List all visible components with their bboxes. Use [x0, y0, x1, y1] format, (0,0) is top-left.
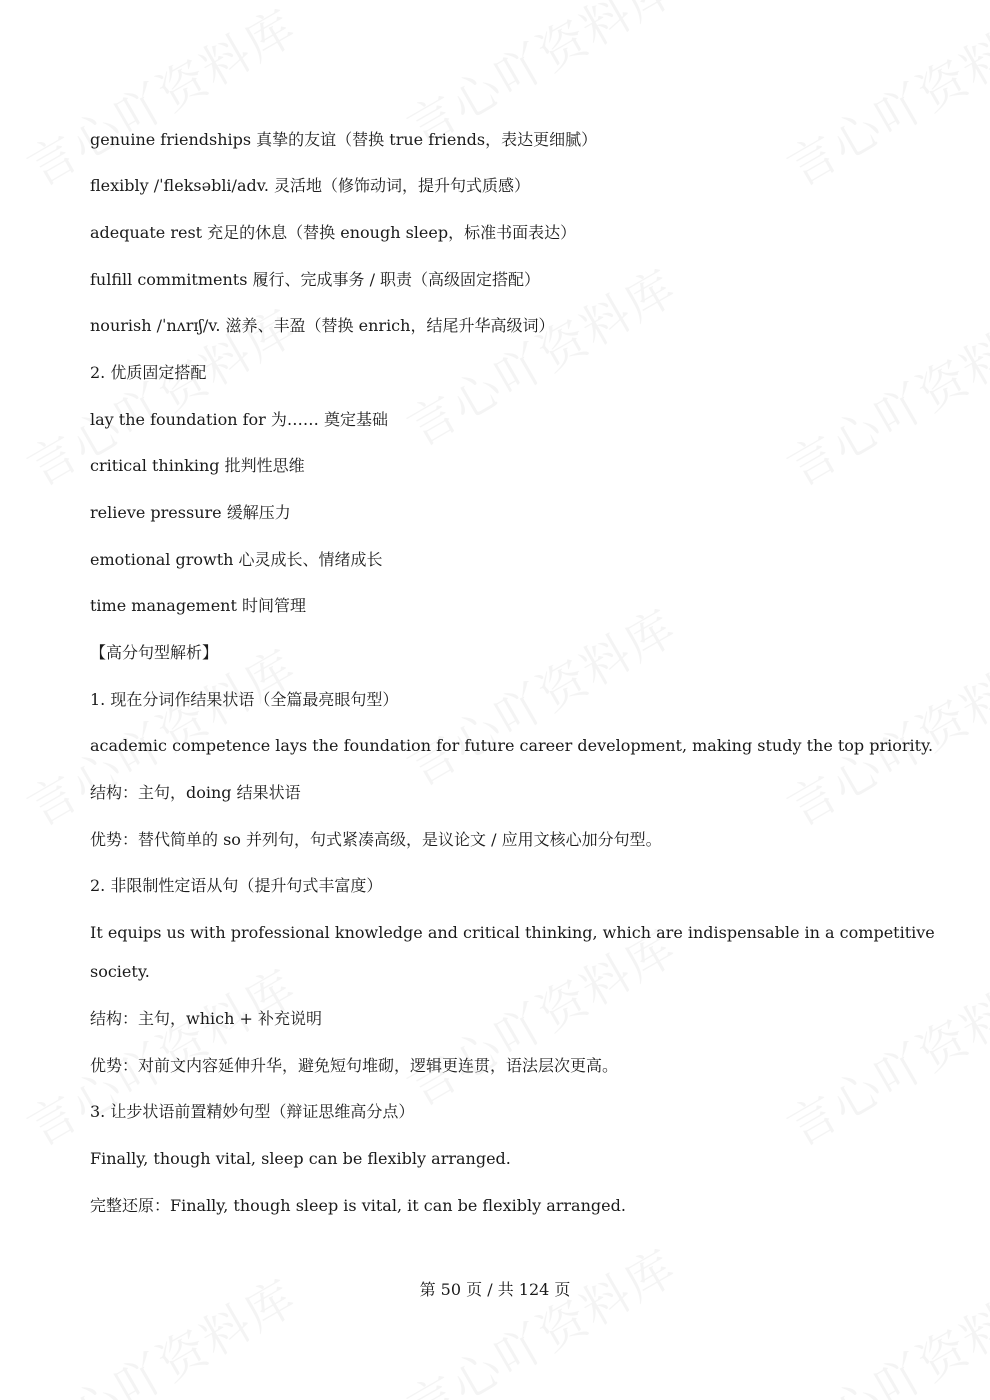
- collocation-time-management: time management 时间管理: [90, 596, 307, 615]
- pattern-1-heading: 1. 现在分词作结果状语（全篇最亮眼句型）: [90, 690, 399, 709]
- collocation-relieve-pressure: relieve pressure 缓解压力: [90, 503, 291, 522]
- section-heading-sentence-analysis: 【高分句型解析】: [90, 643, 219, 662]
- pattern-3-heading: 3. 让步状语前置精妙句型（辩证思维高分点）: [90, 1102, 415, 1121]
- pattern-2-structure: 结构：主句，which + 补充说明: [90, 1009, 322, 1028]
- pattern-2-example-cont: society.: [90, 962, 150, 981]
- vocab-genuine-friendships: genuine friendships 真挚的友谊（替换 true friends，表达更细腻）: [90, 130, 598, 149]
- pattern-3-example: Finally, though vital, sleep can be flexibly arranged.: [90, 1149, 511, 1168]
- pattern-2-heading: 2. 非限制性定语从句（提升句式丰富度）: [90, 876, 383, 895]
- vocab-flexibly: flexibly /ˈfleksəbli/adv. 灵活地（修饰动词，提升句式质感）: [90, 176, 531, 195]
- watermark: [393, 590, 687, 800]
- watermark: [773, 950, 990, 1160]
- collocation-lay-foundation: lay the foundation for 为…… 奠定基础: [90, 410, 388, 429]
- section-heading-collocations: 2. 优质固定搭配: [90, 363, 207, 382]
- pattern-1-example: academic competence lays the foundation for future career development, making study the top priority.: [90, 736, 934, 755]
- pattern-3-restored: 完整还原：Finally, though sleep is vital, it can be flexibly arranged.: [90, 1196, 626, 1215]
- vocab-fulfill-commitments: fulfill commitments 履行、完成事务 / 职责（高级固定搭配）: [90, 270, 541, 289]
- pattern-2-advantage: 优势：对前文内容延伸升华，避免短句堆砌，逻辑更连贯，语法层次更高。: [90, 1056, 619, 1075]
- vocab-adequate-rest: adequate rest 充足的休息（替换 enough sleep，标准书面表达）: [90, 223, 577, 242]
- collocation-critical-thinking: critical thinking 批判性思维: [90, 456, 305, 475]
- page-number-footer: 第 50 页 / 共 124 页: [419, 1280, 571, 1299]
- watermark: [773, 290, 990, 500]
- pattern-2-example: It equips us with professional knowledge and critical thinking, which are indispensable in a competitive: [90, 923, 935, 942]
- watermark: [13, 0, 307, 199]
- vocab-nourish: nourish /ˈnʌrɪʃ/v. 滋养、丰盈（替换 enrich，结尾升华高级词）: [90, 316, 555, 335]
- pattern-1-structure: 结构：主句，doing 结果状语: [90, 783, 301, 802]
- watermark: [393, 1230, 687, 1400]
- watermark: [773, 0, 990, 199]
- collocation-emotional-growth: emotional growth 心灵成长、情绪成长: [90, 550, 383, 569]
- pattern-1-advantage: 优势：替代简单的 so 并列句，句式紧凑高级，是议论文 / 应用文核心加分句型。: [90, 830, 662, 849]
